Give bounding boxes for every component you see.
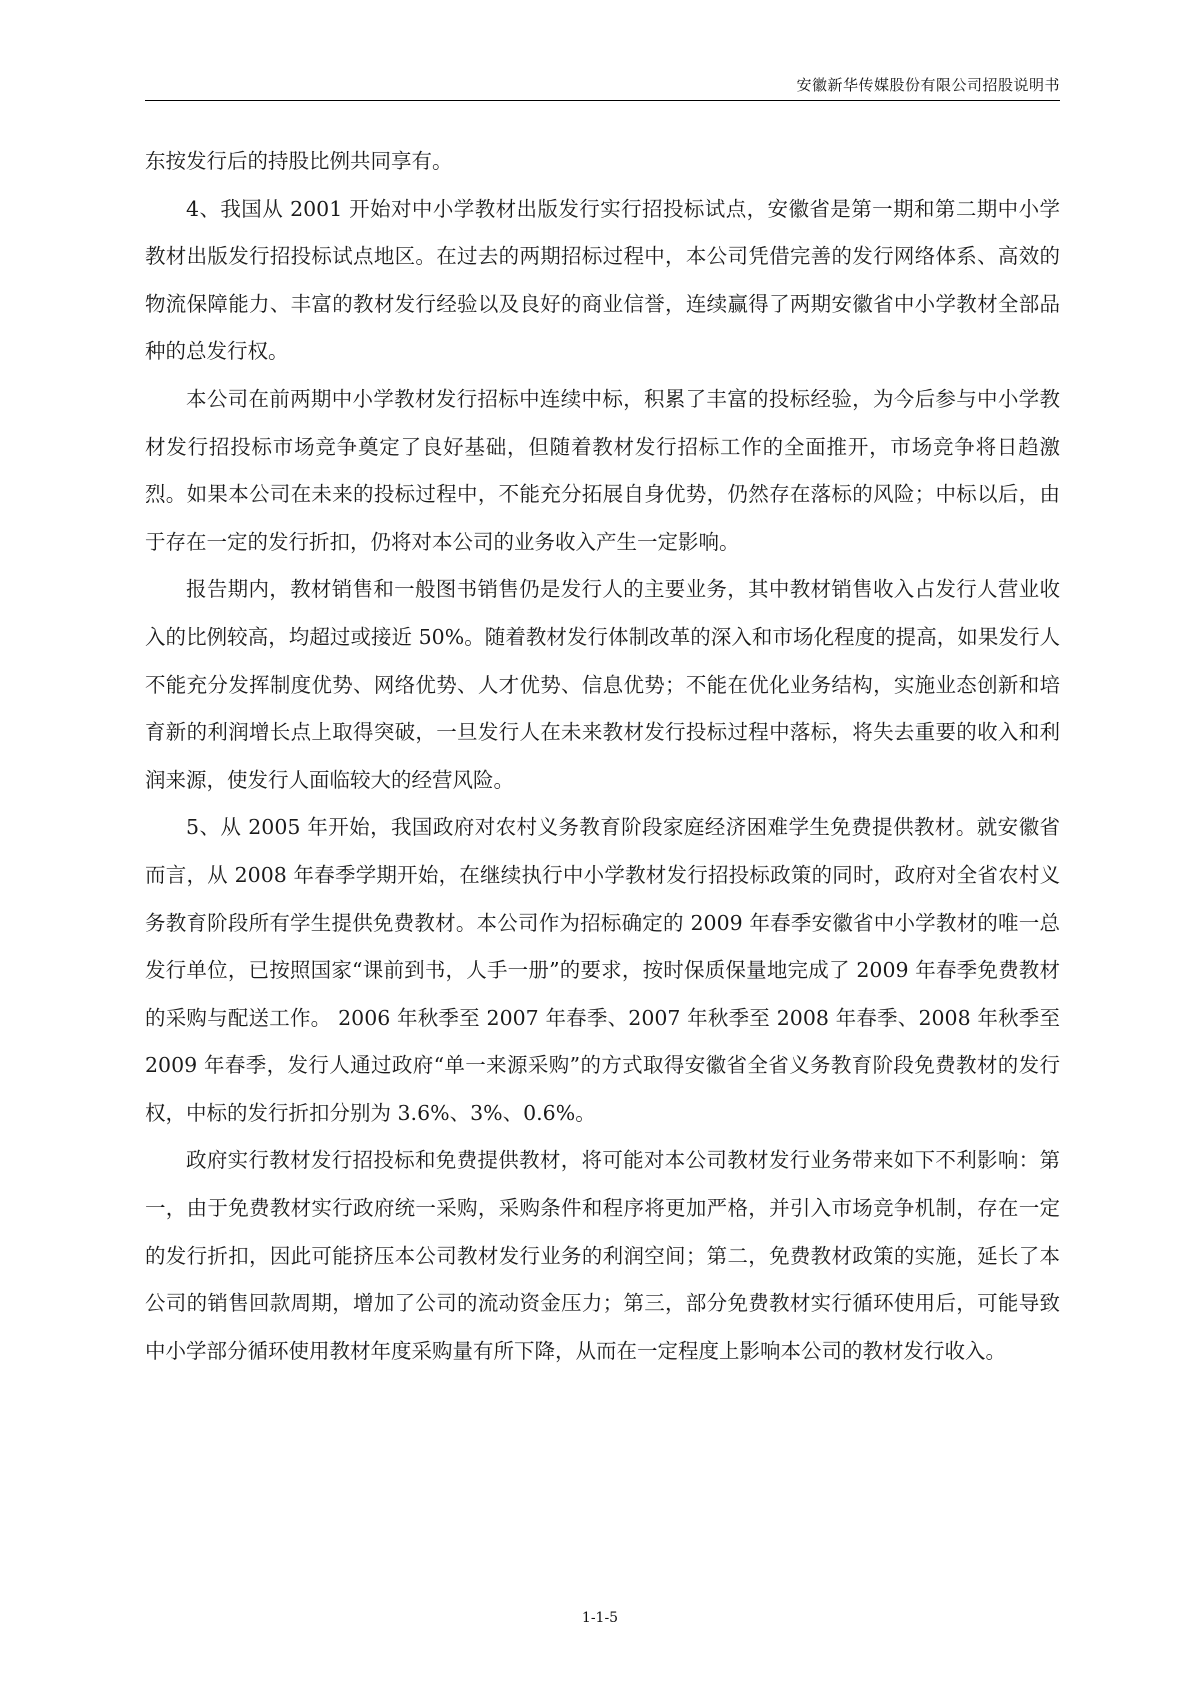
paragraph-revenue-concentration: 报告期内，教材销售和一般图书销售仍是发行人的主要业务，其中教材销售收入占发行人营业收入的比例较高，均超过或接近 50%。随着教材发行体制改革的深入和市场化程度的提高，如果发行人不能充分发挥制度优势、网络优势、人才优势、信息优势；不能在优化业务结构，实施业态创新和培育新的利润增长点上取得突破，一旦发行人在未来教材发行投标过程中落标，将失去重要的收入和利润来源，使发行人面临较大的经营风险。 — [145, 577, 1060, 792]
paragraph-bidding-risk: 本公司在前两期中小学教材发行招标中连续中标，积累了丰富的投标经验，为今后参与中小学教材发行招投标市场竞争奠定了良好基础，但随着教材发行招标工作的全面推开，市场竞争将日趋激烈。如果本公司在未来的投标过程中，不能充分拓展自身优势，仍然存在落标的风险；中标以后，由于存在一定的发行折扣，仍将对本公司的业务收入产生一定影响。 — [145, 386, 1060, 554]
page-header — [145, 70, 1060, 101]
paragraph-continuation: 东按发行后的持股比例共同享有。 — [145, 149, 453, 173]
paragraph-adverse-impacts: 政府实行教材发行招投标和免费提供教材，将可能对本公司教材发行业务带来如下不利影响：第一，由于免费教材实行政府统一采购，采购条件和程序将更加严格，并引入市场竞争机制，存在一定的发行折扣，因此可能挤压本公司教材发行业务的利润空间；第二，免费教材政策的实施，延长了本公司的销售回款周期，增加了公司的流动资金压力；第三，部分免费教材实行循环使用后，可能导致中小学部分循环使用教材年度采购量有所下降，从而在一定程度上影响本公司的教材发行收入。 — [145, 1148, 1060, 1363]
paragraph-free-textbooks: 5、从 2005 年开始，我国政府对农村义务教育阶段家庭经济困难学生免费提供教材。就安徽省而言，从 2008 年春季学期开始，在继续执行中小学教材发行招投标政策的同时，政府对全省农村义务教育阶段所有学生提供免费教材。本公司作为招标确定的 2009 年春季安徽省中小学教材的唯一总发行单位，已按照国家“课前到书，人手一册”的要求，按时保质保量地完成了 2009 年春季免费教材的采购与配送工作。 2006 年秋季至 2007 年春季、2007 年秋季至 2008 年春季、2008 年秋季至 2009 年春季，发行人通过政府“单一来源采购”的方式取得安徽省全省义务教育阶段免费教材的发行权，中标的发行折扣分别为 3.6%、3%、0.6%。 — [145, 815, 1060, 1125]
document-title: 安徽新华传媒股份有限公司招股说明书 — [796, 76, 1060, 94]
document-body — [145, 138, 1060, 1375]
paragraph-textbook-bidding-pilot: 4、我国从 2001 开始对中小学教材出版发行实行招投标试点，安徽省是第一期和第二期中小学教材出版发行招投标试点地区。在过去的两期招标过程中，本公司凭借完善的发行网络体系、高效的物流保障能力、丰富的教材发行经验以及良好的商业信誉，连续赢得了两期安徽省中小学教材全部品种的总发行权。 — [145, 196, 1060, 364]
page-number: 1-1-5 — [581, 1610, 619, 1626]
